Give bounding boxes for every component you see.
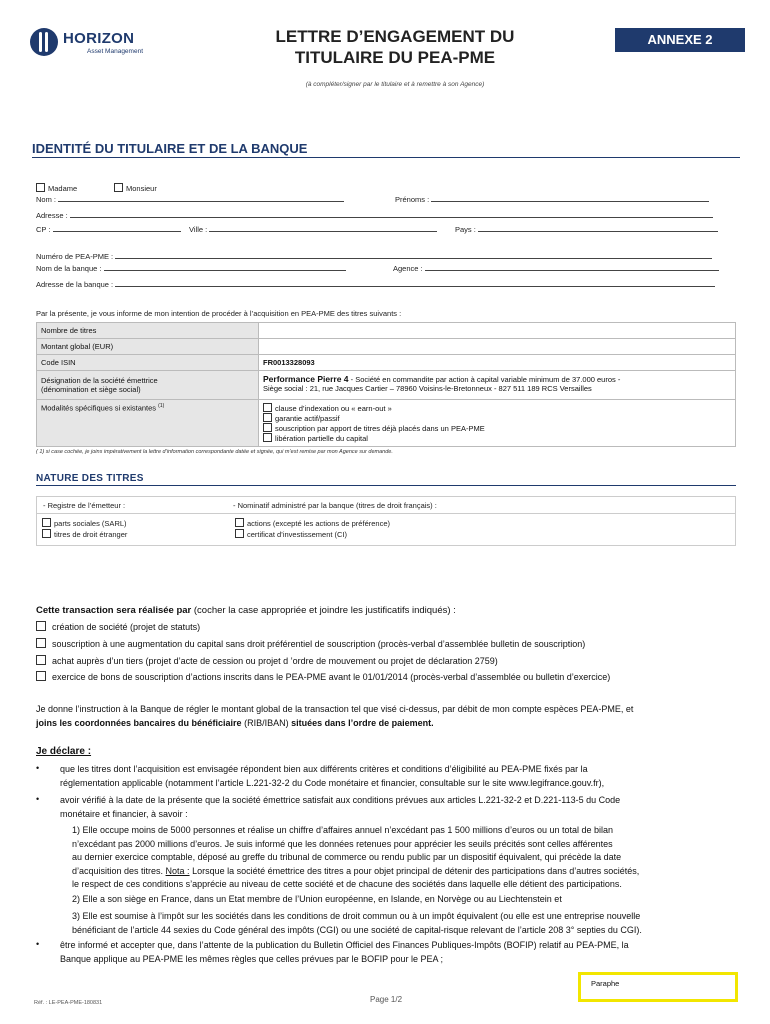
registre-label: - Registre de l’émetteur : xyxy=(43,501,126,510)
nom-banque-label: Nom de la banque : xyxy=(36,264,102,273)
nature-header-row xyxy=(36,496,736,514)
checkbox[interactable] xyxy=(263,423,272,432)
nature-section-title: NATURE DES TITRES xyxy=(36,473,144,484)
cp-field[interactable] xyxy=(36,225,181,234)
paraphe-box[interactable] xyxy=(578,972,738,1002)
identity-section-title: IDENTITÉ DU TITULAIRE ET DE LA BANQUE xyxy=(32,141,308,156)
pays-field[interactable] xyxy=(455,225,718,234)
modalite-option-garantie[interactable] xyxy=(263,413,731,423)
checkbox[interactable] xyxy=(263,433,272,442)
ville-input-line[interactable] xyxy=(209,225,437,232)
agence-input-line[interactable] xyxy=(425,264,719,271)
nom-banque-input-line[interactable] xyxy=(104,264,346,271)
bullet-1-line-2: réglementation applicable (notamment l’article L.221-32-2 du Code monétaire et financier, consultable sur le site www.legifrance.gouv.fr), xyxy=(60,777,605,788)
company-name: Performance Pierre 4 xyxy=(263,374,349,384)
pays-label: Pays : xyxy=(455,225,476,234)
nom-field[interactable] xyxy=(36,195,344,204)
option-label: clause d’indexation ou « earn-out » xyxy=(275,404,392,413)
option-label: titres de droit étranger xyxy=(54,530,128,539)
adresse-banque-field[interactable] xyxy=(36,280,715,289)
transaction-option-achat[interactable] xyxy=(36,655,498,669)
transaction-intro-bold: Cette transaction sera réalisée par xyxy=(36,605,192,616)
document-title xyxy=(230,26,560,68)
bullet-1-line-1: que les titres dont l’acquisition est envisagée répondent bien aux différents critères et conditions d’éligibilité au PEA-PME fixés par la xyxy=(60,764,588,774)
registre-options xyxy=(42,518,127,540)
modalite-option-apport[interactable] xyxy=(263,423,731,433)
adresse-banque-input-line[interactable] xyxy=(115,280,715,287)
table-row xyxy=(37,323,736,339)
condition-1-line-4b: Lorsque la société émettrice des titres a pour objet principal de détenir des participations dans d’autres sociétés, xyxy=(189,865,640,876)
bullet-icon: • xyxy=(36,794,40,804)
paraphe-label: Paraphe xyxy=(591,979,620,988)
numero-pea-field[interactable] xyxy=(36,252,712,261)
option-label: achat auprès d’un tiers (projet d’acte de cession ou projet d ’ordre de mouvement ou projet de déclaration 2759) xyxy=(52,656,498,666)
monsieur-checkbox[interactable] xyxy=(114,183,123,192)
instruction-rib: (RIB/IBAN) xyxy=(241,717,292,728)
titres-table xyxy=(36,322,736,447)
modalite-option-indexation[interactable] xyxy=(263,403,731,413)
horizon-logo xyxy=(30,28,150,60)
modalites-options xyxy=(259,400,736,447)
option-label: souscription à une augmentation du capital sans droit préférentiel de souscription (procès-verbal d’assemblée bulletin de souscription) xyxy=(52,639,586,649)
table-row xyxy=(37,355,736,371)
code-isin-label: Code ISIN xyxy=(37,355,259,371)
title-line-1: LETTRE D’ENGAGEMENT DU xyxy=(275,27,515,46)
option-label: exercice de bons de souscription d’actions inscrits dans le PEA-PME avant le 01/01/2014 (procès-verbal d’assemblée ou bulletin d’exercice) xyxy=(52,672,611,682)
checkbox[interactable] xyxy=(36,621,46,631)
code-isin-value: FR0013328093 xyxy=(259,355,736,371)
section-divider xyxy=(36,485,736,486)
modalites-footnote: ( 1) si case cochée, je joins impérativement la lettre d’information correspondante datée et signée, qui m’est remise par mon Agence sur demande. xyxy=(36,449,393,455)
ville-field[interactable] xyxy=(189,225,437,234)
instruction-line-1: Je donne l’instruction à la Banque de régler le montant global de la transaction tel que visé ci-dessus, par débit de mon compte espèces PEA-PME, et xyxy=(36,704,634,714)
modalites-footnote-ref: (1) xyxy=(158,403,165,409)
section-divider xyxy=(32,157,740,158)
option-label: certificat d’investissement (CI) xyxy=(247,530,348,539)
nom-input-line[interactable] xyxy=(58,195,344,202)
title-line-2: TITULAIRE DU PEA-PME xyxy=(294,48,496,67)
checkbox[interactable] xyxy=(235,518,244,527)
declaration-title: Je déclare : xyxy=(36,746,92,757)
option-label: souscription par apport de titres déjà placés dans un PEA-PME xyxy=(275,424,485,433)
actions-option[interactable] xyxy=(235,518,390,529)
monsieur-option[interactable] xyxy=(114,183,157,193)
option-label: création de société (projet de statuts) xyxy=(52,622,201,632)
condition-3-line-1: 3) Elle est soumise à l’impôt sur les sociétés dans les conditions de droit commun ou à un impôt équivalent (ou elle est une entreprise nouvelle xyxy=(72,911,641,921)
table-row xyxy=(37,400,736,447)
bullet-2-line-2: monétaire et financier, à savoir : xyxy=(60,808,188,819)
designation-value xyxy=(259,371,736,400)
bullet-icon: • xyxy=(36,763,40,773)
numero-pea-label: Numéro de PEA-PME : xyxy=(36,252,114,261)
certificat-option[interactable] xyxy=(235,529,390,540)
condition-1 xyxy=(72,824,639,892)
cp-label: CP : xyxy=(36,225,51,234)
option-label: actions (excepté les actions de préférence) xyxy=(247,519,390,528)
modalites-label xyxy=(37,400,259,447)
agence-label: Agence : xyxy=(393,264,423,273)
parts-sociales-option[interactable] xyxy=(42,518,127,529)
nom-banque-field[interactable] xyxy=(36,264,346,273)
table-row xyxy=(37,371,736,400)
designation-line-1: Désignation de la société émettrice xyxy=(41,376,158,385)
titres-etranger-option[interactable] xyxy=(42,529,127,540)
madame-option[interactable] xyxy=(36,183,77,193)
nature-options-row xyxy=(36,514,736,546)
agence-field[interactable] xyxy=(393,264,719,273)
document-reference: Réf. : LE-PEA-PME-180831 xyxy=(34,1000,103,1006)
numero-pea-input-line[interactable] xyxy=(115,252,712,259)
condition-2: 2) Elle a son siège en France, dans un Etat membre de l’Union européenne, en Islande, en Norvège ou au Liechtenstein et xyxy=(72,894,562,904)
horizon-logo-icon xyxy=(30,28,58,56)
transaction-intro xyxy=(36,604,456,617)
nom-label: Nom : xyxy=(36,195,57,204)
adresse-banque-label: Adresse de la banque : xyxy=(36,280,114,289)
prenoms-label: Prénoms : xyxy=(395,195,430,204)
transaction-option-souscription[interactable] xyxy=(36,638,585,652)
company-address: Siège social : 21, rue Jacques Cartier – 78960 Voisins-le-Bretonneux - 827 511 189 RCS Versailles xyxy=(263,384,592,393)
logo-name: HORIZON xyxy=(63,30,135,47)
option-label: garantie actif/passif xyxy=(275,414,340,423)
acquisition-intro: Par la présente, je vous informe de mon intention de procéder à l’acquisition en PEA-PME des titres suivants : xyxy=(36,309,402,318)
instruction-end: situées dans l’ordre de paiement. xyxy=(291,717,434,728)
nota-label: Nota : xyxy=(165,865,190,876)
nominatif-options xyxy=(235,518,390,540)
instruction-bold: joins les coordonnées bancaires du bénéficiaire xyxy=(36,717,242,728)
bullet-3-line-1: être informé et accepter que, dans l’attente de la publication du Bulletin Officiel des Finances Publiques-Impôts (BOFIP) relatif au PEA-PME, la xyxy=(60,940,629,950)
prenoms-field[interactable] xyxy=(395,195,709,204)
option-label: parts sociales (SARL) xyxy=(54,519,127,528)
montant-global-label: Montant global (EUR) xyxy=(37,339,259,355)
adresse-label: Adresse : xyxy=(36,211,68,220)
transaction-option-creation[interactable] xyxy=(36,621,200,635)
adresse-input-line[interactable] xyxy=(70,211,713,218)
logo-subtitle: Asset Management xyxy=(87,48,144,55)
table-row xyxy=(37,339,736,355)
option-label: libération partielle du capital xyxy=(275,434,368,443)
checkbox[interactable] xyxy=(235,529,244,538)
ville-label: Ville : xyxy=(189,225,208,234)
modalites-text: Modalités spécifiques si existantes xyxy=(41,403,157,413)
transaction-option-bons[interactable] xyxy=(36,671,610,685)
payment-instruction xyxy=(36,703,738,730)
transaction-intro-rest: (cocher la case appropriée et joindre les justificatifs indiqués) : xyxy=(191,605,456,616)
pays-input-line[interactable] xyxy=(478,225,718,232)
annexe-badge: ANNEXE 2 xyxy=(615,28,745,52)
cp-input-line[interactable] xyxy=(53,225,181,232)
checkbox[interactable] xyxy=(42,529,51,538)
condition-3 xyxy=(72,910,642,937)
madame-checkbox[interactable] xyxy=(36,183,45,192)
condition-1-line-4a: d’acquisition des titres. xyxy=(72,865,166,876)
bullet-2-line-1: avoir vérifié à la date de la présente que la société émettrice satisfait aux conditions prévues aux articles L.221-32-2 et D.221-113-5 du Code xyxy=(60,795,621,805)
checkbox[interactable] xyxy=(42,518,51,527)
modalite-option-liberation[interactable] xyxy=(263,433,731,443)
adresse-field[interactable] xyxy=(36,211,713,220)
checkbox[interactable] xyxy=(263,413,272,422)
declaration-bullet-3 xyxy=(60,939,629,966)
nombre-titres-input[interactable] xyxy=(259,323,736,339)
condition-3-line-2: bénéficiant de l’article 44 sexies du Code général des impôts (CGI) ou une société de capital-risque relevant de l’article 208 3° septies du CGI). xyxy=(72,924,642,935)
company-description: - Société en commandite par action à capital variable minimum de 37.000 euros - xyxy=(348,375,621,384)
page-number: Page 1/2 xyxy=(370,995,403,1004)
condition-1-line-5: le respect de ces conditions s’apprécie au niveau de cette société et de chacune des sociétés dans laquelle elle détient des participations. xyxy=(72,879,622,889)
declaration-bullet-2 xyxy=(60,794,620,821)
condition-1-line-1: 1) Elle occupe moins de 5000 personnes et réalise un chiffre d’affaires annuel n’excédant pas 1 500 millions d’euros ou un total de bilan xyxy=(72,825,614,835)
condition-1-line-3: au dernier exercice comptable, déposé au greffe du tribunal de commerce ou rendu public par un dispositif équivalent, qui précède la date xyxy=(72,852,622,862)
condition-1-line-2: n’excédant pas 2000 millions d’euros. Je suis informé que les données retenues pour apprécier les seuils précités sont celles afférentes xyxy=(72,838,613,849)
nominatif-label: - Nominatif administré par la banque (titres de droit français) : xyxy=(233,501,437,510)
prenoms-input-line[interactable] xyxy=(431,195,709,202)
checkbox[interactable] xyxy=(36,671,46,681)
checkbox[interactable] xyxy=(36,638,46,648)
madame-label: Madame xyxy=(48,184,78,193)
checkbox[interactable] xyxy=(36,655,46,665)
document-subtitle: (à compléter/signer par le titulaire et à remettre à son Agence) xyxy=(305,81,485,88)
designation-line-2: (dénomination et siège social) xyxy=(41,385,141,394)
checkbox[interactable] xyxy=(263,403,272,412)
monsieur-label: Monsieur xyxy=(126,184,157,193)
nombre-titres-label: Nombre de titres xyxy=(37,323,259,339)
montant-global-input[interactable] xyxy=(259,339,736,355)
bullet-icon: • xyxy=(36,939,40,949)
designation-label xyxy=(37,371,259,400)
bullet-3-line-2: Banque applique au PEA-PME les mêmes règles que celles prévues par le BOFIP pour le PEA ; xyxy=(60,953,444,964)
declaration-bullet-1 xyxy=(60,763,604,790)
